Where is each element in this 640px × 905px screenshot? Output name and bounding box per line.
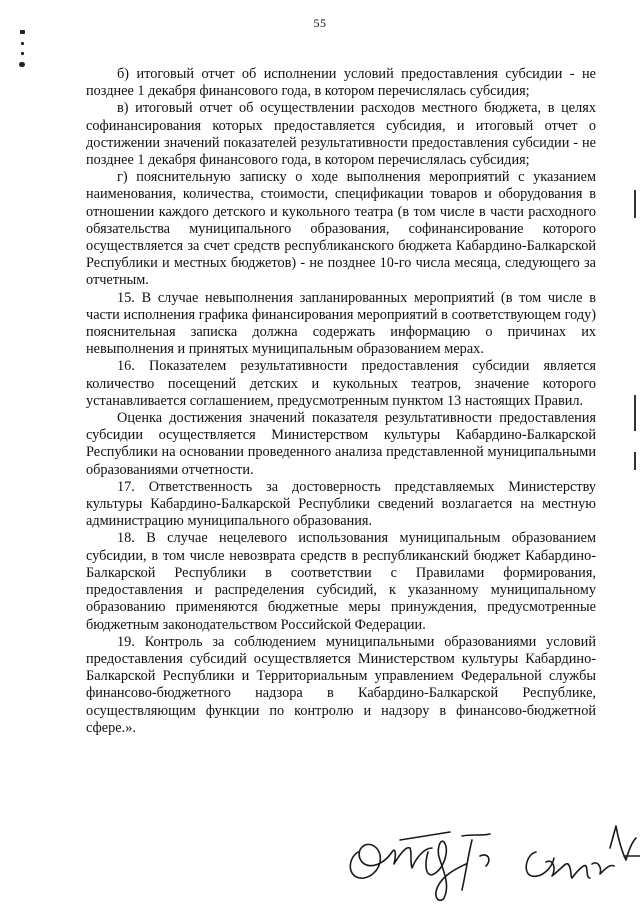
paragraph: в) итоговый отчет об осуществлении расходов местного бюджета, в целях софинансирования которых предоставляется субсидия, и итоговый отчет о достижении значений показателей результативности предоставления субсидии - не позднее 1 декабря финансового года, в котором перечислялась субсидия;: [86, 100, 596, 169]
document-body: [86, 66, 596, 737]
edge-mark-icon: [632, 190, 638, 220]
edge-mark-icon: [632, 395, 638, 435]
scan-mark-icon: [18, 28, 30, 78]
paragraph: г) пояснительную записку о ходе выполнения мероприятий с указанием наименования, количества, стоимости, спецификации товаров и оборудования в отношении каждого детского и кукольного театра (в том числе в части расходного обязательства муниципального образования, софинансирование которого осуществляется за счет средств республиканского бюджета Кабардино-Балкарской Республики и местных бюджетов) - не позднее 10-го числа месяца, следующего за отчетным.: [86, 169, 596, 289]
paragraph: 16. Показателем результативности предоставления субсидии является количество посещений детских и кукольных театров, значение которого устанавливается соглашением, предусмотренным пунктом 13 настоящих Правил.: [86, 358, 596, 409]
paragraph: 17. Ответственность за достоверность представляемых Министерству культуры Кабардино-Балкарской Республики сведений возлагается на местную администрацию муниципального образования.: [86, 478, 596, 530]
paragraph: 18. В случае нецелевого использования муниципальным образованием субсидии, в том числе невозврата средств в республиканский бюджет Кабардино-Балкарской Республики в соответствии с Правилами формирования, предоставления и распределения субсидий, к указанному муниципальному образованию применяются бюджетные меры принуждения, предусмотренные бюджетным законодательством Российской Федерации.: [86, 530, 596, 633]
paragraph: 15. В случае невыполнения запланированных мероприятий (в том числе в части исполнения графика финансирования мероприятий в соответствующем году) пояснительная записка должна содержать информацию о причинах их невыполнения и принятых муниципальным образованием мерах.: [86, 289, 596, 358]
edge-mark-icon: [632, 452, 638, 472]
paragraph: Оценка достижения значений показателя результативности предоставления субсидии осуществляется Министерством культуры Кабардино-Балкарской Республики на основании проведенного анализа представленной муниципальными образованиями отчетности.: [86, 410, 596, 478]
paragraph: 19. Контроль за соблюдением муниципальными образованиями условий предоставления субсидий осуществляется Министерством культуры Кабардино-Балкарской Республики и Территориальным управлением Федеральной службы финансово-бюджетного надзора в Кабардино-Балкарской Республике, осуществляющим функции по контролю и надзору в финансово-бюджетной сфере.».: [86, 633, 596, 736]
page-number: 55: [313, 16, 327, 30]
paragraph: б) итоговый отчет об исполнении условий предоставления субсидии - не позднее 1 декабря финансового года, в котором перечислялась субсидия;: [86, 66, 596, 100]
handwritten-signature-icon: [340, 812, 640, 902]
